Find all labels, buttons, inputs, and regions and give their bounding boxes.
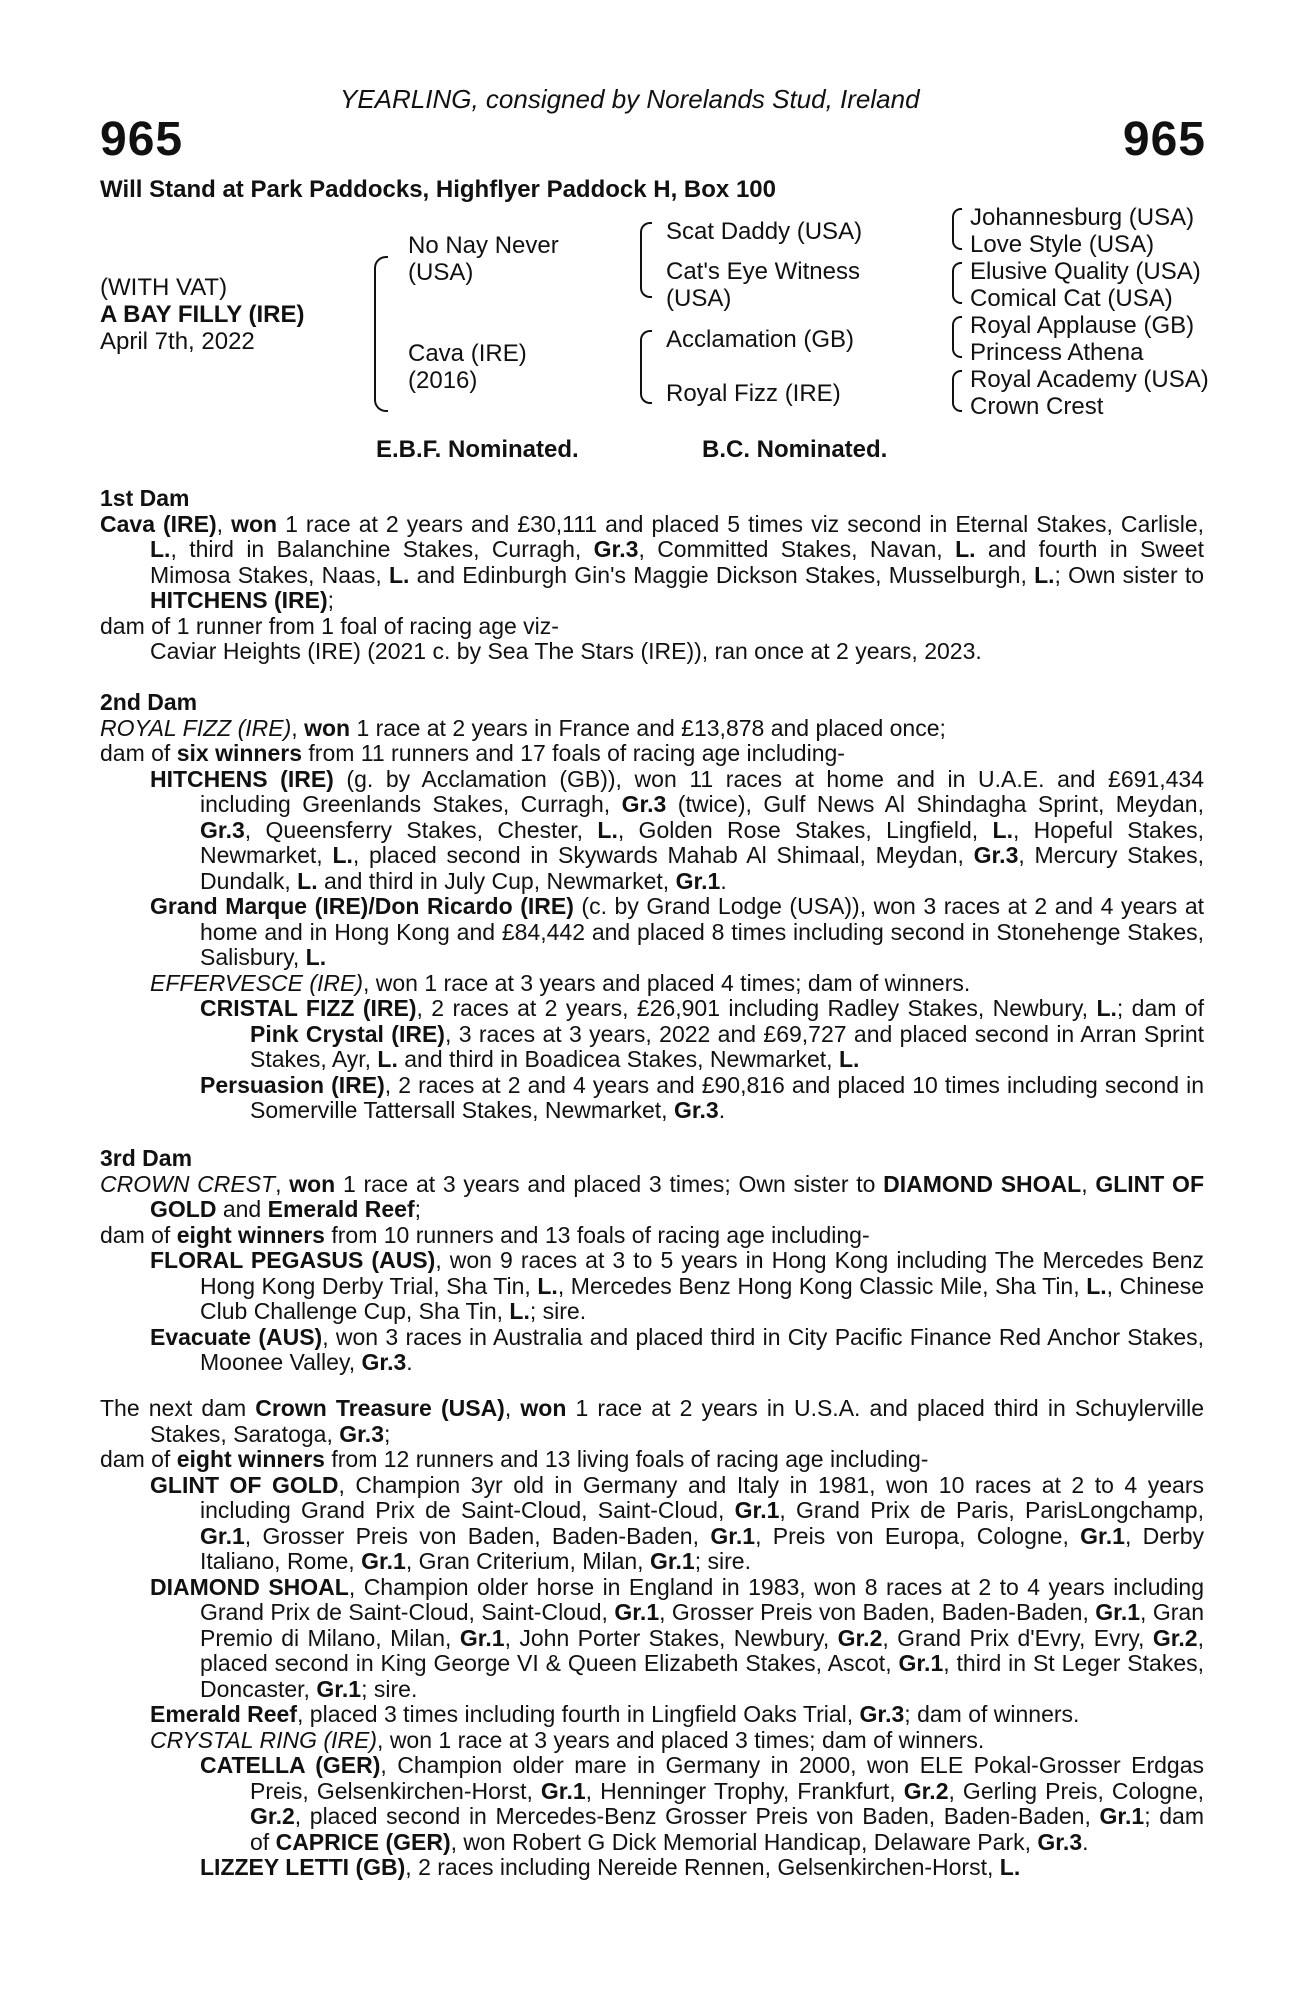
sire-name: No Nay Never [408, 232, 559, 259]
lot-number-left: 965 [100, 113, 184, 166]
brace-2b [640, 330, 652, 404]
gen3-2: Love Style (USA) [970, 231, 1155, 258]
gen3-6: Princess Athena [970, 339, 1144, 366]
gen3-7: Royal Academy (USA) [970, 366, 1209, 393]
next-dam-record: The next dam Crown Treasure (USA), won 1 race at 2 years in U.S.A. and placed third in Schuylerville Stakes, Saratoga, Gr.3; [100, 1395, 1204, 1447]
foaling-date: April 7th, 2022 [100, 328, 255, 355]
gen3-4: Comical Cat (USA) [970, 285, 1173, 312]
produce-lizzey-letti: LIZZEY LETTI (GB), 2 races including Nereide Rennen, Gelsenkirchen-Horst, L. [200, 1854, 1021, 1880]
dam-sire: Acclamation (GB) [666, 326, 855, 353]
produce-grand-marque: Grand Marque (IRE)/Don Ricardo (IRE) (c. by Grand Lodge (USA)), won 3 races at 2 and 4 years at home and in Hong Kong and £84,442 and placed 8 times including second in Stonehenge Stakes, Salisbury, L. [150, 893, 1204, 970]
produce-glint-of-gold: GLINT OF GOLD, Champion 3yr old in Germany and Italy in 1981, won 10 races at 2 to 4 years including Grand Prix de Saint-Cloud, Saint-Cloud, Gr.1, Grand Prix de Paris, ParisLongchamp, Gr.1, Grosser Preis von Baden, Baden-Baden, Gr.1, Preis von Europa, Cologne, Gr.1, Derby Italiano, Rome, Gr.1, Gran Criterium, Milan, Gr.1; sire. [150, 1471, 1204, 1574]
first-dam-section [100, 486, 1204, 665]
gen3-3: Elusive Quality (USA) [970, 258, 1201, 285]
consignment-line: YEARLING, consigned by Norelands Stud, Ireland [340, 84, 920, 114]
dam-dam: Royal Fizz (IRE) [666, 380, 841, 407]
dam-year: (2016) [408, 367, 478, 394]
third-dam-section [100, 1146, 1204, 1376]
ebf-nomination: E.B.F. Nominated. [376, 436, 579, 463]
first-dam-heading: 1st Dam [100, 485, 190, 511]
produce-catella: CATELLA (GER), Champion older mare in Germany in 2000, won ELE Pokal-Grosser Erdgas Preis, Gelsenkirchen-Horst, Gr.1, Henninger Trophy, Frankfurt, Gr.2, Gerling Preis, Cologne, Gr.2, placed second in Mercedes-Benz Grosser Preis von Baden, Baden-Baden, Gr.1; dam of CAPRICE (GER), won Robert G Dick Memorial Handicap, Delaware Park, Gr.3. [200, 1752, 1204, 1855]
produce-cristal-fizz: CRISTAL FIZZ (IRE), 2 races at 2 years, £26,901 including Radley Stakes, Newbury, L.; dam of Pink Crystal (IRE), 3 races at 3 years, 2022 and £69,727 and placed second in Arran Sprint Stakes, Ayr, L. and third in Boadicea Stakes, Newmarket, L. [200, 995, 1205, 1072]
sire-sire: Scat Daddy (USA) [666, 218, 863, 245]
first-dam-produce-intro: dam of 1 runner from 1 foal of racing age viz- [100, 612, 559, 639]
vat-note: (WITH VAT) [100, 274, 228, 301]
gen3-8: Crown Crest [970, 393, 1104, 420]
lot-number-right: 965 [1122, 113, 1206, 166]
brace-1 [374, 256, 388, 412]
horse-name: A BAY FILLY (IRE) [100, 301, 305, 328]
brace-3d [952, 370, 962, 412]
sire-dam-origin: (USA) [666, 285, 732, 312]
produce-crystal-ring: CRYSTAL RING (IRE), won 1 race at 3 years and placed 3 times; dam of winners. [150, 1726, 985, 1753]
produce-floral-pegasus: FLORAL PEGASUS (AUS), won 9 races at 3 to 5 years in Hong Kong including The Mercedes Benz Hong Kong Derby Trial, Sha Tin, L., Mercedes Benz Hong Kong Classic Mile, Sha Tin, L., Chinese Club Challenge Cup, Sha Tin, L.; sire. [150, 1247, 1204, 1324]
second-dam-heading: 2nd Dam [100, 689, 198, 715]
next-dam-section [100, 1396, 1204, 1881]
second-dam-produce-intro: dam of six winners from 11 runners and 17 foals of racing age including- [100, 740, 845, 766]
second-dam-section [100, 690, 1204, 1124]
produce-evacuate: Evacuate (AUS), won 3 races in Australia and placed third in City Pacific Finance Red Anchor Stakes, Moonee Valley, Gr.3. [150, 1323, 1205, 1375]
produce-effervesce: EFFERVESCE (IRE), won 1 race at 3 years and placed 4 times; dam of winners. [150, 969, 971, 996]
produce-diamond-shoal: DIAMOND SHOAL, Champion older horse in England in 1983, won 8 races at 2 to 4 years including Grand Prix de Saint-Cloud, Saint-Cloud, Gr.1, Grosser Preis von Baden, Baden-Baden, Gr.1, Gran Premio di Milano, Milan, Gr.1, John Porter Stakes, Newbury, Gr.2, Grand Prix d'Evry, Evry, Gr.2, placed second in King George VI & Queen Elizabeth Stakes, Ascot, Gr.1, third in St Leger Stakes, Doncaster, Gr.1; sire. [150, 1573, 1204, 1702]
second-dam-record: ROYAL FIZZ (IRE), won 1 race at 2 years in France and £13,878 and placed once; [100, 714, 946, 741]
third-dam-heading: 3rd Dam [100, 1145, 193, 1171]
produce-persuasion: Persuasion (IRE), 2 races at 2 and 4 years and £90,816 and placed 10 times including second in Somerville Tattersall Stakes, Newmarket, Gr.3. [200, 1071, 1204, 1123]
first-dam-record: Cava (IRE), won 1 race at 2 years and £30,111 and placed 5 times viz second in Eternal Stakes, Carlisle, L., third in Balanchine Stakes, Curragh, Gr.3, Committed Stakes, Navan, L. and fourth in Sweet Mimosa Stakes, Naas, L. and Edinburgh Gin's Maggie Dickson Stakes, Musselburgh, L.; Own sister to HITCHENS (IRE); [100, 510, 1205, 613]
third-dam-record: CROWN CREST, won 1 race at 3 years and placed 3 times; Own sister to DIAMOND SHOAL, GLINT OF GOLD and Emerald Reef; [100, 1170, 1204, 1222]
first-dam-produce-item: Caviar Heights (IRE) (2021 c. by Sea The Stars (IRE)), ran once at 2 years, 2023. [150, 638, 982, 664]
produce-hitchens: HITCHENS (IRE) (g. by Acclamation (GB)), won 11 races at home and in U.A.E. and £691,434 including Greenlands Stakes, Curragh, Gr.3 (twice), Gulf News Al Shindagha Sprint, Meydan, Gr.3, Queensferry Stakes, Chester, L., Golden Rose Stakes, Lingfield, L., Hopeful Stakes, Newmarket, L., placed second in Skywards Mahab Al Shimaal, Meydan, Gr.3, Mercury Stakes, Dundalk, L. and third in July Cup, Newmarket, Gr.1. [150, 765, 1204, 894]
stand-location: Will Stand at Park Paddocks, Highflyer Paddock H, Box 100 [100, 176, 776, 203]
third-dam-produce-intro: dam of eight winners from 10 runners and 13 foals of racing age including- [100, 1221, 870, 1248]
dam-name: Cava (IRE) [408, 340, 527, 367]
brace-3c [952, 316, 962, 358]
brace-2a [640, 222, 652, 298]
brace-3b [952, 262, 962, 304]
brace-3a [952, 208, 962, 250]
produce-emerald-reef: Emerald Reef, placed 3 times including fourth in Lingfield Oaks Trial, Gr.3; dam of winners. [150, 1701, 1080, 1727]
sire-dam: Cat's Eye Witness [666, 258, 860, 285]
sire-origin: (USA) [408, 259, 474, 286]
bc-nomination: B.C. Nominated. [702, 436, 888, 463]
next-dam-produce-intro: dam of eight winners from 12 runners and 13 living foals of racing age including- [100, 1446, 929, 1472]
gen3-1: Johannesburg (USA) [970, 204, 1195, 231]
gen3-5: Royal Applause (GB) [970, 312, 1195, 339]
